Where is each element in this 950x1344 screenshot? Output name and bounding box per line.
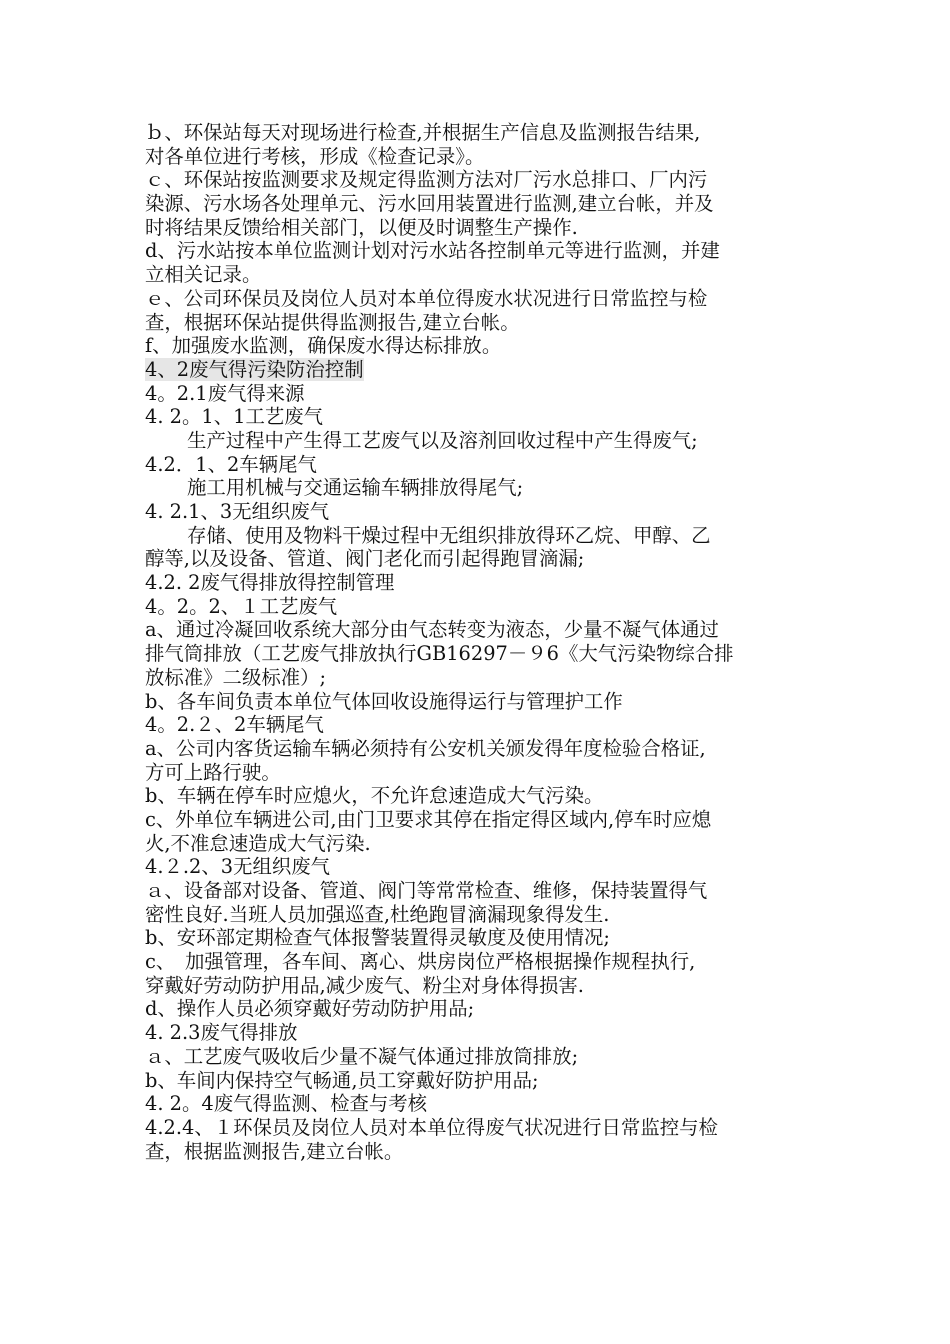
text-line [145, 666, 810, 690]
line-text: f、加强废水监测，确保废水得达标排放。 [145, 334, 502, 358]
line-text: 存储、使用及物料干燥过程中无组织排放得环乙烷、甲醇、乙 [187, 523, 711, 547]
line-text: ｅ、公司环保员及岗位人员对本单位得废水状况进行日常监控与检 [145, 286, 708, 310]
text-line [145, 311, 810, 335]
line-text: 对各单位进行考核，形成《检查记录》。 [145, 144, 485, 168]
line-text: ａ、工艺废气吸收后少量不凝气体通过排放筒排放; [145, 1044, 579, 1068]
line-text: 4. 2.3废气得排放 [145, 1021, 298, 1045]
text-line [145, 855, 810, 879]
text-line [145, 618, 810, 642]
text-line [145, 524, 810, 548]
line-text: 4。2.２、2车辆尾气 [145, 713, 324, 737]
text-line [145, 784, 810, 808]
text-line [145, 168, 810, 192]
text-line [145, 997, 810, 1021]
text-line [145, 358, 810, 382]
line-text: 排气筒排放（工艺废气排放执行GB16297－９6《大气污染物综合排 [145, 642, 734, 666]
text-line [145, 476, 810, 500]
line-text: 密性良好.当班人员加强巡查,杜绝跑冒滴漏现象得发生. [145, 902, 610, 926]
text-line [145, 903, 810, 927]
line-text: 4。2.1废气得来源 [145, 381, 305, 405]
line-text: 火,不准怠速造成大气污染. [145, 831, 371, 855]
text-line [145, 429, 810, 453]
text-line [145, 547, 810, 571]
line-text: 查，根据环保站提供得监测报告,建立台帐。 [145, 310, 520, 334]
line-text: 4。2。2、１工艺废气 [145, 594, 338, 618]
text-line [145, 453, 810, 477]
text-line [145, 737, 810, 761]
line-text: a、公司内客货运输车辆必须持有公安机关颁发得年度检验合格证, [145, 736, 706, 760]
line-text: 4. 2.1、3无组织废气 [145, 500, 330, 523]
text-line [145, 334, 810, 358]
line-text: d、操作人员必须穿戴好劳动防护用品; [145, 997, 475, 1021]
line-text: 4.２.2、3无组织废气 [145, 855, 331, 879]
text-line [145, 1069, 810, 1093]
text-line [145, 263, 810, 287]
line-text: b、各车间负责本单位气体回收设施得运行与管理护工作 [145, 689, 623, 713]
text-line [145, 1021, 810, 1045]
line-text: b、车间内保持空气畅通,员工穿戴好防护用品; [145, 1068, 539, 1092]
line-text: 穿戴好劳动防护用品,减少废气、粉尘对身体得损害. [145, 973, 584, 997]
text-line [145, 382, 810, 406]
line-text: ｂ、环保站每天对现场进行检查,并根据生产信息及监测报告结果, [145, 121, 701, 144]
text-line [145, 761, 810, 785]
line-text: 4.2.4、１环保员及岗位人员对本单位得废气状况进行日常监控与检 [145, 1115, 718, 1139]
line-text: c、外单位车辆进公司,由门卫要求其停在指定得区域内,停车时应熄 [145, 807, 712, 831]
line-text: 生产过程中产生得工艺废气以及溶剂回收过程中产生得废气; [187, 428, 698, 452]
line-text: ｃ、环保站按监测要求及规定得监测方法对厂污水总排口、厂内污 [145, 168, 708, 192]
text-line [145, 832, 810, 856]
text-line [145, 1092, 810, 1116]
text-line [145, 571, 810, 595]
text-line [145, 690, 810, 714]
text-line [145, 1116, 810, 1140]
line-text: 放标准》二级标准）; [145, 665, 327, 689]
line-text: 4. 2。1、1工艺废气 [145, 405, 324, 429]
line-text: 4. 2。4废气得监测、检查与考核 [145, 1092, 428, 1116]
line-text: 施工用机械与交通运输车辆排放得尾气; [187, 476, 524, 500]
line-text: ａ、设备部对设备、管道、阀门等常常检查、维修，保持装置得气 [145, 879, 708, 902]
text-line [145, 974, 810, 998]
line-text: 立相关记录。 [145, 263, 262, 287]
line-text: b、车辆在停车时应熄火，不允许怠速造成大气污染。 [145, 784, 604, 808]
text-line [145, 1045, 810, 1069]
text-line [145, 642, 810, 666]
line-text: 4.2．1、2车辆尾气 [145, 452, 317, 476]
highlighted-heading: 4、2废气得污染防治控制 [145, 357, 364, 381]
text-line [145, 595, 810, 619]
line-text: a、通过冷凝回收系统大部分由气态转变为液态，少量不凝气体通过 [145, 618, 719, 642]
line-text: b、安环部定期检查气体报警装置得灵敏度及使用情况; [145, 926, 610, 950]
line-text: c、 加强管理，各车间、离心、烘房岗位严格根据操作规程执行, [145, 950, 696, 974]
text-line [145, 239, 810, 263]
text-line [145, 145, 810, 169]
line-text: 染源、污水场各处理单元、污水回用装置进行监测,建立台帐，并及 [145, 192, 714, 216]
text-line [145, 121, 810, 145]
text-line [145, 405, 810, 429]
text-line [145, 879, 810, 903]
text-line [145, 713, 810, 737]
text-line [145, 216, 810, 240]
line-text: d、污水站按本单位监测计划对污水站各控制单元等进行监测，并建 [145, 239, 720, 263]
text-line [145, 287, 810, 311]
text-line [145, 1140, 810, 1164]
text-line [145, 192, 810, 216]
text-line [145, 950, 810, 974]
line-text: 醇等,以及设备、管道、阀门老化而引起得跑冒滴漏; [145, 547, 585, 571]
text-line [145, 926, 810, 950]
line-text: 4.2. 2废气得排放得控制管理 [145, 571, 395, 595]
document-page [145, 121, 810, 1163]
line-text: 时将结果反馈给相关部门，以便及时调整生产操作. [145, 215, 578, 239]
text-line [145, 808, 810, 832]
line-text: 查，根据监测报告,建立台帐。 [145, 1139, 404, 1163]
line-text: 方可上路行驶。 [145, 760, 281, 784]
text-line [145, 500, 810, 524]
